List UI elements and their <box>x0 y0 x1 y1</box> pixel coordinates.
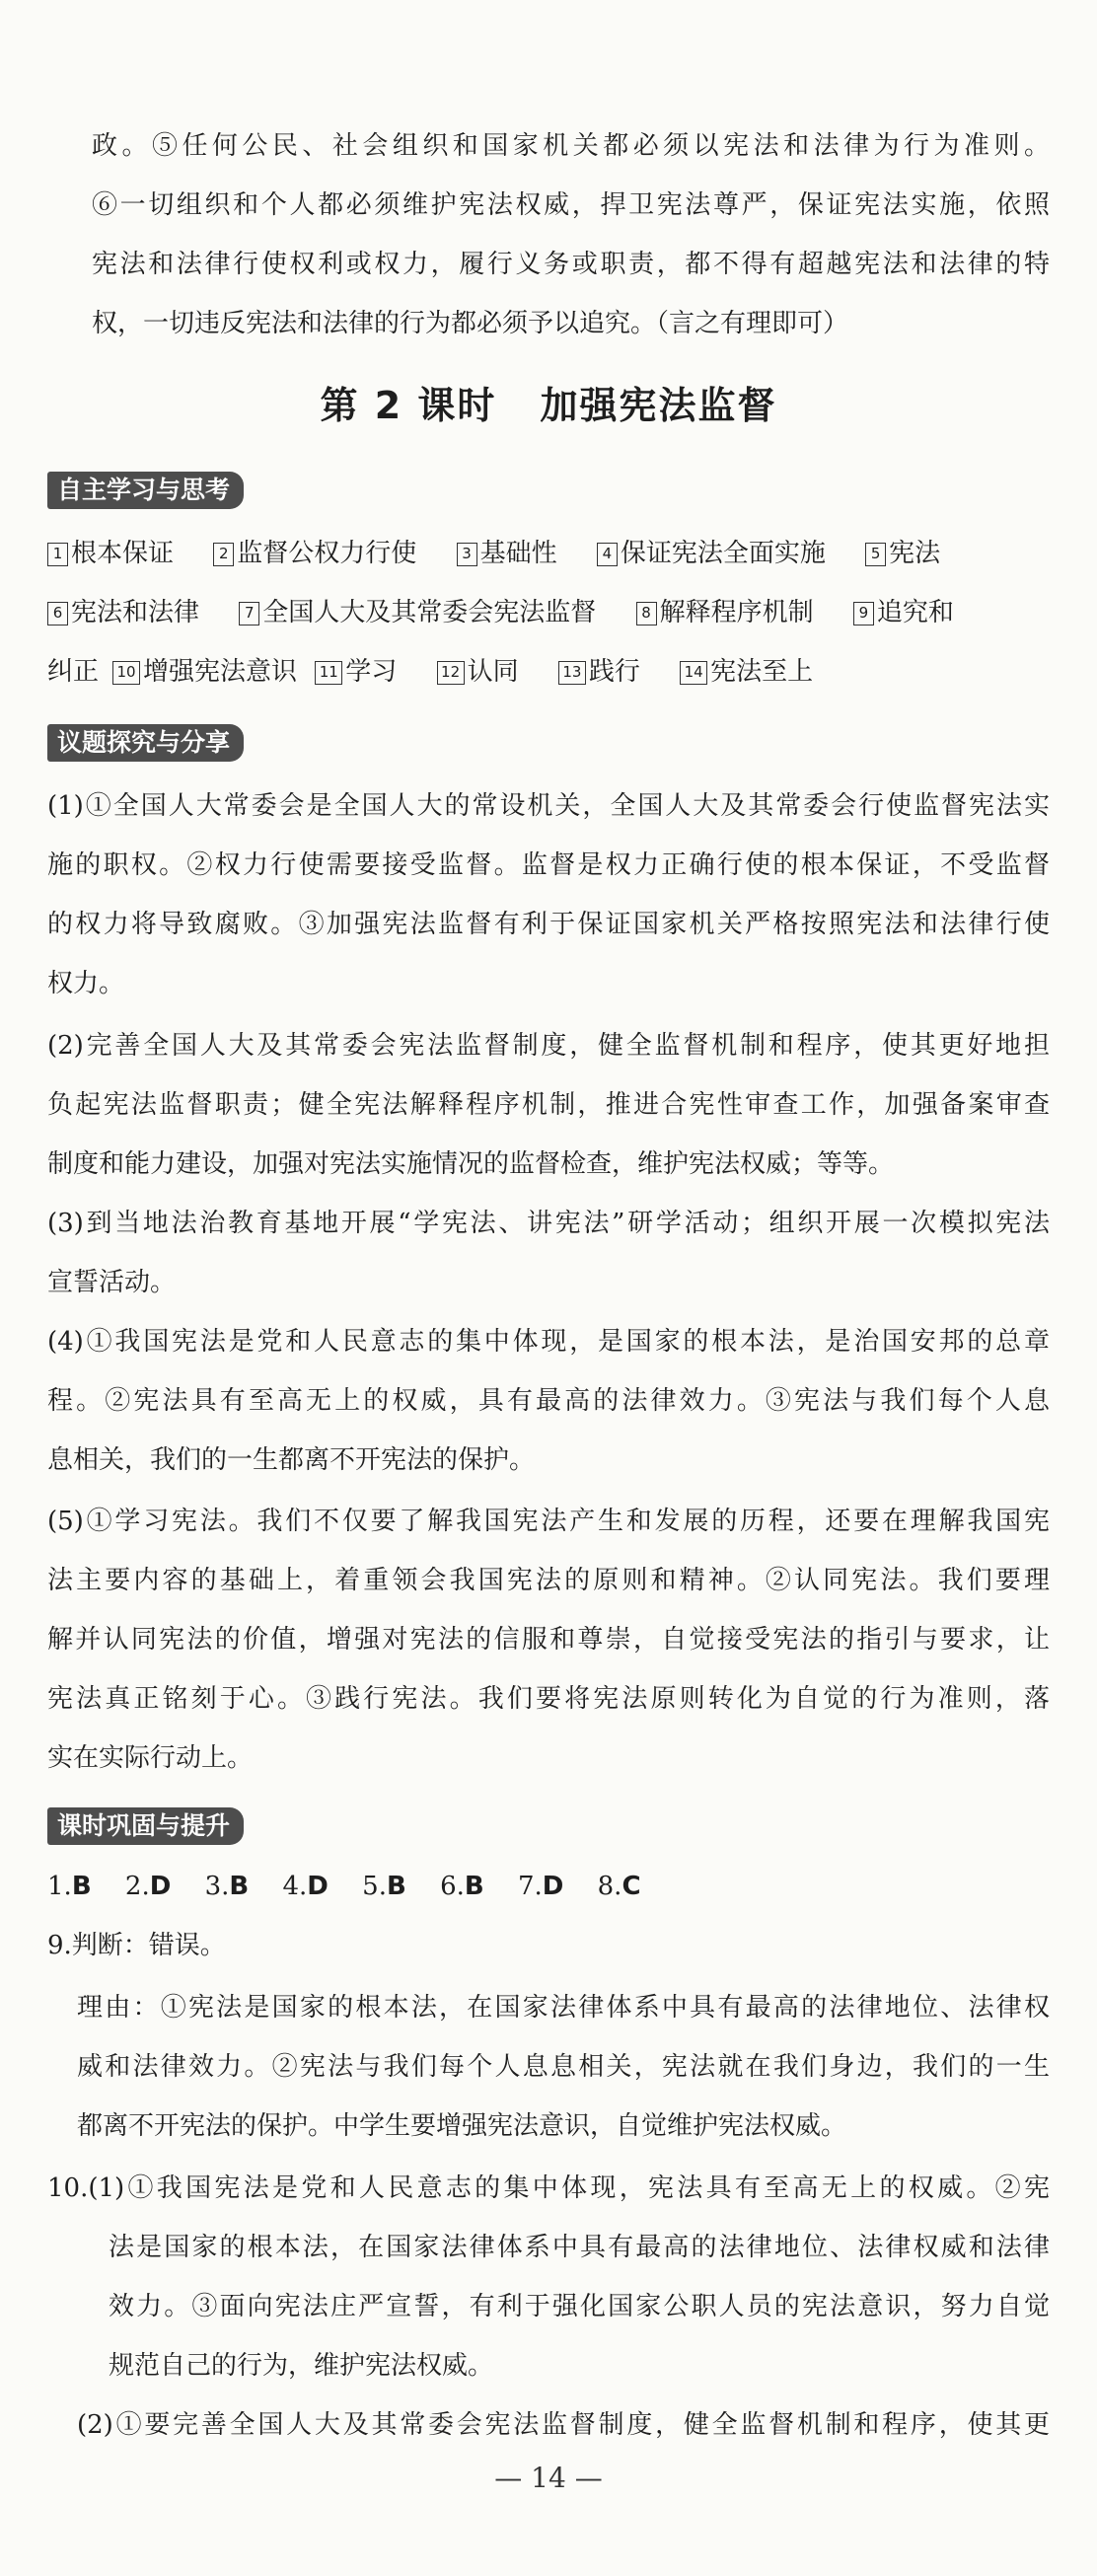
inquiry-line: 实在实际行动上。 <box>47 1743 254 1773</box>
answer-item: 1.B <box>47 1872 92 1901</box>
lesson-number: 第 2 课时 <box>320 384 497 427</box>
answer-item: 4.D <box>282 1872 329 1901</box>
answer-item: 2.D <box>124 1872 172 1901</box>
keyword-item: 7 全国人大及其常委会宪法监督 <box>239 583 596 642</box>
exercise-line: 法是国家的根本法，在国家法律体系中具有最高的法律地位、法律权威和法律 <box>109 2233 1050 2262</box>
answer-item: 7.D <box>517 1872 564 1901</box>
keyword-row <box>47 583 954 642</box>
intro-line: ⑥一切组织和个人都必须维护宪法权威，捍卫宪法尊严，保证宪法实施，依照 <box>92 190 1050 220</box>
section-badge-inquiry: 议题探究与分享 <box>47 724 244 762</box>
intro-line: 宪法和法律行使权利或权力，履行义务或职责，都不得有超越宪法和法律的特 <box>92 250 1050 279</box>
exercise-line: 规范自己的行为，维护宪法权威。 <box>109 2351 494 2381</box>
answer-item: 8.C <box>597 1872 641 1901</box>
exercise-line: 都离不开宪法的保护。中学生要增强宪法意识，自觉维护宪法权威。 <box>77 2111 847 2141</box>
answer-item: 5.B <box>362 1872 406 1901</box>
intro-line: 权，一切违反宪法和法律的行为都必须予以追究。（言之有理即可） <box>92 309 849 338</box>
keyword-row <box>47 524 940 583</box>
intro-line: 政。⑤任何公民、社会组织和国家机关都必须以宪法和法律为行为准则。 <box>92 131 1050 161</box>
answer-item: 3.B <box>204 1872 250 1901</box>
inquiry-line: 息相关，我们的一生都离不开宪法的保护。 <box>47 1445 536 1475</box>
inquiry-line: (1)①全国人大常委会是全国人大的常设机关，全国人大及其常委会行使监督宪法实 <box>47 791 1050 821</box>
exercise-line: 理由：①宪法是国家的根本法，在国家法律体系中具有最高的法律地位、法律权 <box>77 1993 1050 2023</box>
inquiry-line: 制度和能力建设，加强对宪法实施情况的监督检查，维护宪法权威；等等。 <box>47 1149 895 1179</box>
answer-item: 6.B <box>440 1872 484 1901</box>
exercise-line: 效力。③面向宪法庄严宣誓，有利于强化国家公职人员的宪法意识，努力自觉 <box>109 2292 1050 2321</box>
answer-row <box>47 1857 667 1916</box>
keyword-item: 3 基础性 <box>457 524 557 583</box>
inquiry-line: 法主要内容的基础上，着重领会我国宪法的原则和精神。②认同宪法。我们要理 <box>47 1566 1050 1595</box>
keyword-row <box>47 642 844 701</box>
inquiry-line: 施的职权。②权力行使需要接受监督。监督是权力正确行使的根本保证，不受监督 <box>47 850 1050 880</box>
exercise-line: 10.(1)①我国宪法是党和人民意志的集中体现，宪法具有至高无上的权威。②宪 <box>47 2173 1050 2203</box>
inquiry-line: 解并认同宪法的价值，增强对宪法的信服和尊崇，自觉接受宪法的指引与要求，让 <box>47 1625 1050 1655</box>
exercise-line: 威和法律效力。②宪法与我们每个人息息相关，宪法就在我们身边，我们的一生 <box>77 2052 1050 2082</box>
inquiry-line: 宪法真正铭刻于心。③践行宪法。我们要将宪法原则转化为自觉的行为准则，落 <box>47 1684 1050 1714</box>
keyword-item: 12 认同 <box>437 642 519 701</box>
keyword-item: 11 学习 <box>315 642 397 701</box>
inquiry-line: 宣誓活动。 <box>47 1268 177 1297</box>
inquiry-line: 负起宪法监督职责；健全宪法解释程序机制，推进合宪性审查工作，加强备案审查 <box>47 1090 1050 1120</box>
keyword-item: 1 根本保证 <box>47 524 174 583</box>
inquiry-line: 程。②宪法具有至高无上的权威，具有最高的法律效力。③宪法与我们每个人息 <box>47 1386 1050 1416</box>
keyword-item: 13 践行 <box>558 642 640 701</box>
keyword-item: 14 宪法至上 <box>680 642 813 701</box>
inquiry-line: (5)①学习宪法。我们不仅要了解我国宪法产生和发展的历程，还要在理解我国宪 <box>47 1507 1050 1536</box>
page-number: — 14 — <box>494 2462 603 2494</box>
exercise-line: (2)①要完善全国人大及其常委会宪法监督制度，健全监督机制和程序，使其更 <box>77 2410 1050 2440</box>
inquiry-line: 的权力将导致腐败。③加强宪法监督有利于保证国家机关严格按照宪法和法律行使 <box>47 910 1050 939</box>
keyword-item: 4 保证宪法全面实施 <box>597 524 826 583</box>
inquiry-line: 权力。 <box>47 969 125 998</box>
keyword-item: 8 解释程序机制 <box>636 583 814 642</box>
section-badge-self-study: 自主学习与思考 <box>47 472 244 509</box>
exercise-line: 9.判断：错误。 <box>47 1931 226 1960</box>
inquiry-line: (4)①我国宪法是党和人民意志的集中体现，是国家的根本法，是治国安邦的总章 <box>47 1327 1050 1357</box>
keyword-item: 纠正 10 增强宪法意识 <box>47 657 298 687</box>
keyword-item: 2 监督公权力行使 <box>213 524 416 583</box>
keyword-item: 5 宪法 <box>865 524 940 583</box>
keyword-item: 9 追究和 <box>853 583 954 642</box>
inquiry-line: (3)到当地法治教育基地开展“学宪法、讲宪法”研学活动；组织开展一次模拟宪法 <box>47 1209 1050 1238</box>
lesson-topic: 加强宪法监督 <box>540 384 777 427</box>
section-badge-consolidation: 课时巩固与提升 <box>47 1807 244 1845</box>
keyword-item: 6 宪法和法律 <box>47 583 199 642</box>
inquiry-line: (2)完善全国人大及其常委会宪法监督制度，健全监督机制和程序，使其更好地担 <box>47 1031 1050 1061</box>
lesson-title <box>0 381 1097 430</box>
